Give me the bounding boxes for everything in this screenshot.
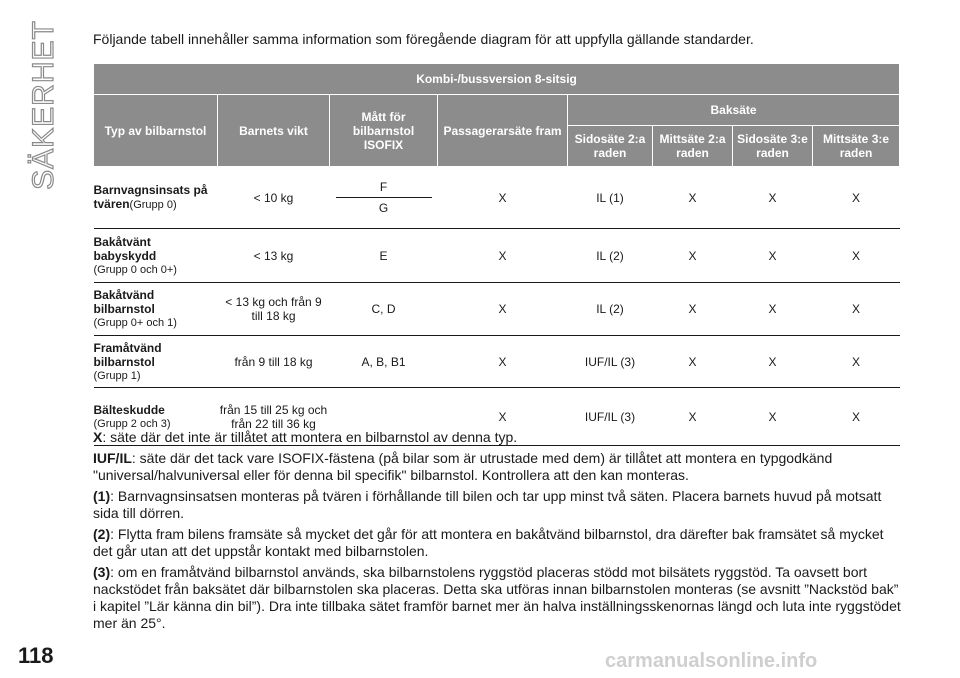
table-title: Kombi-/bussversion 8-sitsig <box>94 64 900 95</box>
legend-text: : säte där det inte är tillåtet att montera en bilbarnstol av denna typ. <box>102 429 518 445</box>
legend-key: (2) <box>93 526 111 542</box>
seat-type-cell <box>94 336 218 388</box>
seat-type-name: Barnvagnsinsats på tvären <box>93 183 208 211</box>
header-weight: Barnets vikt <box>218 95 330 167</box>
legend-note <box>93 564 903 632</box>
isofix-cell: C, D <box>330 283 438 336</box>
seat-type-group: (Grupp 0 och 0+) <box>93 263 177 276</box>
section-tab <box>24 20 64 190</box>
intro-text: Följande tabell innehåller samma information som föregående diagram för att uppfylla gällande standarder. <box>93 31 754 47</box>
seat-type-cell <box>94 283 218 336</box>
legend-key: X <box>93 429 103 445</box>
rear-seat-cell: X <box>733 336 813 388</box>
front-seat-cell: X <box>438 167 568 229</box>
seat-type-name: Bakåtvänd bilbarnstol <box>93 288 155 316</box>
table-row <box>94 167 900 229</box>
legend-note <box>93 488 903 522</box>
legend-note <box>93 450 903 484</box>
header-type: Typ av bilbarnstol <box>94 95 218 167</box>
legend-notes <box>93 429 903 636</box>
header-isofix: Mått för bilbarnstol ISOFIX <box>330 95 438 167</box>
seat-type-cell <box>94 229 218 283</box>
isofix-cell <box>330 167 438 229</box>
legend-key: (1) <box>93 488 111 504</box>
section-tab-label: SÄKERHET <box>27 20 60 190</box>
header-front-seat: Passagerarsäte fram <box>438 95 568 167</box>
header-rear-col: Mittsäte 2:a raden <box>653 126 733 167</box>
rear-seat-cell: X <box>733 229 813 283</box>
table-row <box>94 229 900 283</box>
weight-cell: från 15 till 25 kg och från 22 till 36 kg <box>218 388 330 446</box>
front-seat-cell: X <box>438 229 568 283</box>
header-rear-col: Sidosäte 2:a raden <box>568 126 653 167</box>
seat-type-group: (Grupp 0) <box>129 199 177 211</box>
seat-type-cell <box>94 167 218 229</box>
rear-seat-cell: IUF/IL (3) <box>568 388 653 446</box>
legend-text: : Flytta fram bilens framsäte så mycket det går för att montera en bakåtvänd bilbarnstol, dra därefter bak framsätet så mycket det går utan att det uppstår kontakt med bilbarnstolen. <box>93 526 884 559</box>
seat-type-name: Framåtvänd bilbarnstol <box>93 340 162 369</box>
isofix-size: F <box>336 177 432 198</box>
rear-seat-cell: X <box>813 388 900 446</box>
weight-cell: < 10 kg <box>218 167 330 229</box>
legend-key: IUF/IL <box>93 450 132 466</box>
table-row <box>94 283 900 336</box>
rear-seat-cell: X <box>653 336 733 388</box>
rear-seat-cell: X <box>733 283 813 336</box>
legend-key: (3) <box>93 564 111 580</box>
legend-text: : Barnvagnsinsatsen monteras på tvären i förhållande till bilen och tar upp minst två säten. Placera barnets huvud på motsatt sida till dörren. <box>93 488 882 521</box>
table-row <box>94 336 900 388</box>
legend-note <box>93 429 903 446</box>
weight-cell: < 13 kg och från 9 till 18 kg <box>218 283 330 336</box>
weight-cell: < 13 kg <box>218 229 330 283</box>
seat-type-name: Bälteskudde <box>93 402 165 417</box>
rear-seat-cell: X <box>653 283 733 336</box>
legend-text: : om en framåtvänd bilbarnstol används, ska bilbarnstolens ryggstöd placeras stödd mot bilsätets ryggstöd. Ta oavsett bort nackstödet från baksätet där bilbarnstolen ska placeras. Detta ska utföras innan bilbarnstolen monteras (se avsnitt ”Nackstöd bak” i kapitel ”Lär känna din bil”). Dra inte tillbaka sätet framför barnet mer än halva inställningsskenornas längd och luta inte ryggstödet mer än 25°. <box>93 564 901 631</box>
isofix-cell: E <box>330 229 438 283</box>
front-seat-cell: X <box>438 283 568 336</box>
rear-seat-cell: IL (1) <box>568 167 653 229</box>
rear-seat-cell: X <box>813 283 900 336</box>
watermark: carmanualsonline.info <box>605 650 818 672</box>
seat-type-group: (Grupp 0+ och 1) <box>93 317 177 329</box>
rear-seat-cell: X <box>813 229 900 283</box>
rear-seat-cell: IL (2) <box>568 283 653 336</box>
rear-seat-cell: X <box>653 388 733 446</box>
header-rear-col: Sidosäte 3:e raden <box>733 126 813 167</box>
isofix-cell: A, B, B1 <box>330 336 438 388</box>
front-seat-cell: X <box>438 388 568 446</box>
header-rear-seat: Baksäte <box>568 95 900 126</box>
rear-seat-cell: X <box>653 229 733 283</box>
weight-cell: från 9 till 18 kg <box>218 336 330 388</box>
seat-type-group: (Grupp 1) <box>93 369 141 382</box>
rear-seat-cell: IL (2) <box>568 229 653 283</box>
page-number: 118 <box>18 643 54 668</box>
isofix-size: G <box>378 201 389 215</box>
child-seat-table <box>93 63 900 446</box>
header-rear-col: Mittsäte 3:e raden <box>813 126 900 167</box>
front-seat-cell: X <box>438 336 568 388</box>
rear-seat-cell: X <box>813 336 900 388</box>
rear-seat-cell: X <box>653 167 733 229</box>
legend-note <box>93 526 903 560</box>
seat-type-group: (Grupp 2 och 3) <box>93 417 171 430</box>
rear-seat-cell: X <box>813 167 900 229</box>
rear-seat-cell: IUF/IL (3) <box>568 336 653 388</box>
legend-text: : säte där det tack vare ISOFIX-fästena (på bilar som är utrustade med dem) är tillåtet att montera en typgodkänd "universal/halvuniversal eller för denna bil specifik" bilbarnstol. Kontrollera att den kan monteras. <box>93 450 833 483</box>
seat-type-name: Bakåtvänt babyskydd <box>93 234 157 263</box>
rear-seat-cell: X <box>733 388 813 446</box>
rear-seat-cell: X <box>733 167 813 229</box>
